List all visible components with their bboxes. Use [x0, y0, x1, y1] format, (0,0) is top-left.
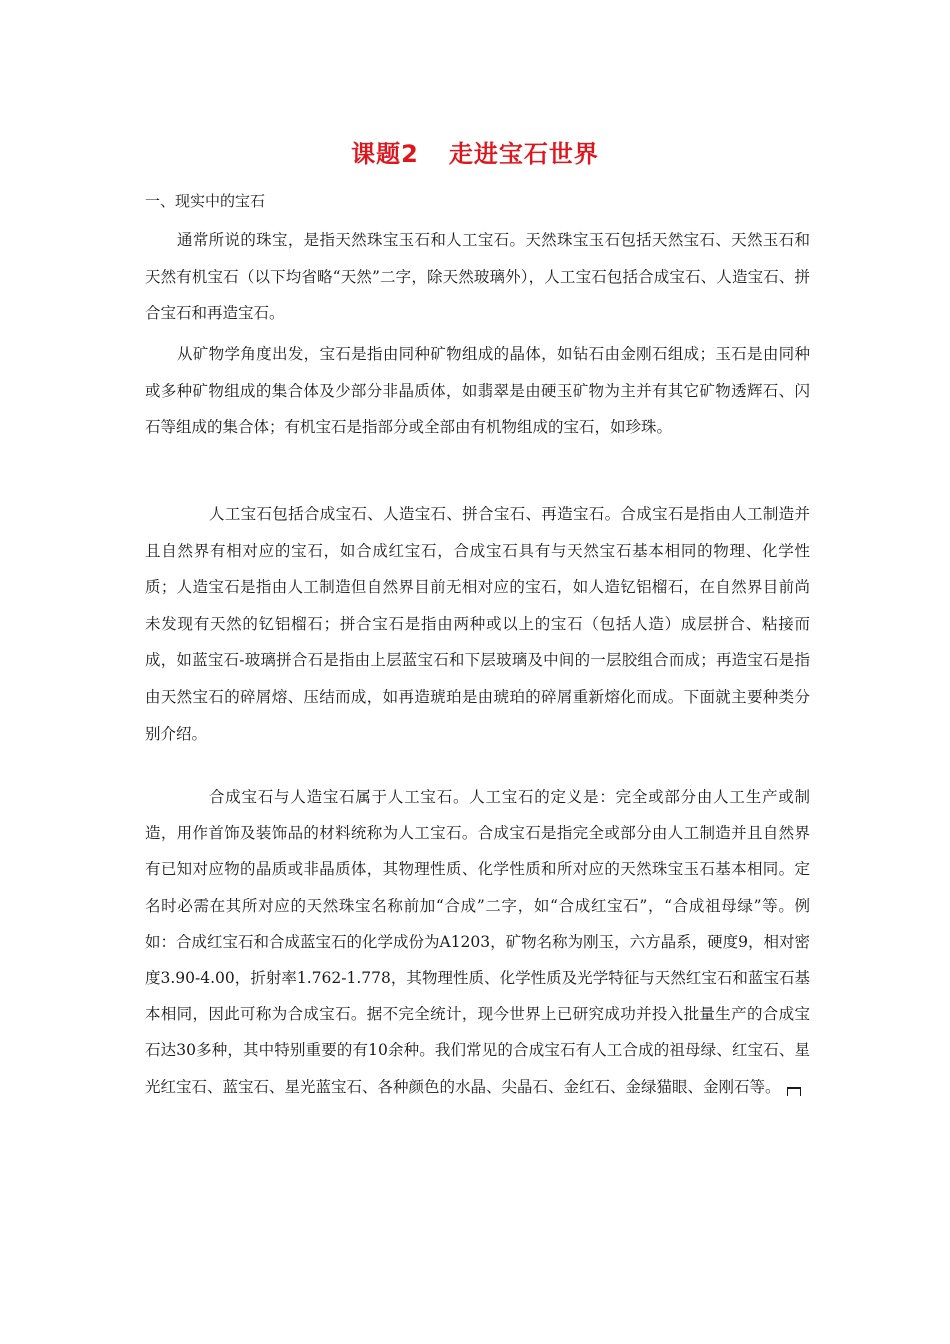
paragraph-1: 通常所说的珠宝，是指天然珠宝玉石和人工宝石。天然珠宝玉石包括天然宝石、天然玉石和天然有机宝石（以下均省略“天然”二字，除天然玻璃外），人工宝石包括合成宝石、人造宝石、拼合宝石和再造宝石。: [145, 231, 810, 323]
end-mark-icon: [787, 1087, 801, 1096]
paragraph-4: [145, 779, 810, 1105]
paragraph-4-text: 合成宝石与人造宝石属于人工宝石。人工宝石的定义是：完全或部分由人工生产或制造，用作首饰及装饰品的材料统称为人工宝石。合成宝石是指完全或部分由人工制造并且自然界有已知对应物的晶质或非晶质体，其物理性质、化学性质和所对应的天然珠宝玉石基本相同。定名时必需在其所对应的天然珠宝名称前加“合成”二字，如“合成红宝石”，“合成祖母绿”等。例如：合成红宝石和合成蓝宝石的化学成份为A1203，矿物名称为刚玉，六方晶系，硬度9，相对密度3.90-4.00，折射率1.762-1.778，其物理性质、化学性质及光学特征与天然红宝石和蓝宝石基本相同，因此可称为合成宝石。据不完全统计，现今世界上已研究成功并投入批量生产的合成宝石达30多种，其中特别重要的有10余种。我们常见的合成宝石有人工合成的祖母绿、红宝石、星光红宝石、蓝宝石、星光蓝宝石、各种颜色的水晶、尖晶石、金红石、金绿猫眼、金刚石等。: [145, 788, 811, 1096]
section-heading: 一、现实中的宝石: [145, 192, 266, 210]
title-prefix: 课题2: [351, 140, 419, 168]
title-main: 走进宝石世界: [448, 140, 599, 168]
paragraph-2: 从矿物学角度出发，宝石是指由同种矿物组成的晶体，如钻石由金刚石组成；玉石是由同种或多种矿物组成的集合体及少部分非晶质体，如翡翠是由硬玉矿物为主并有其它矿物透辉石、闪石等组成的集合体；有机宝石是指部分或全部由有机物组成的宝石，如珍珠。: [145, 345, 810, 437]
paragraph-3: 人工宝石包括合成宝石、人造宝石、拼合宝石、再造宝石。合成宝石是指由人工制造并且自然界有相对应的宝石，如合成红宝石，合成宝石具有与天然宝石基本相同的物理、化学性质；人造宝石是指由人工制造但自然界目前无相对应的宝石，如人造钇铝榴石，在自然界目前尚未发现有天然的钇铝榴石；拼合宝石是指由两种或以上的宝石（包括人造）成层拼合、粘接而成，如蓝宝石-玻璃拼合石是指由上层蓝宝石和下层玻璃及中间的一层胶组合而成；再造宝石是指由天然宝石的碎屑熔、压结而成，如再造琥珀是由琥珀的碎屑重新熔化而成。下面就主要种类分别介绍。: [145, 505, 810, 743]
page-title: [0, 134, 950, 169]
